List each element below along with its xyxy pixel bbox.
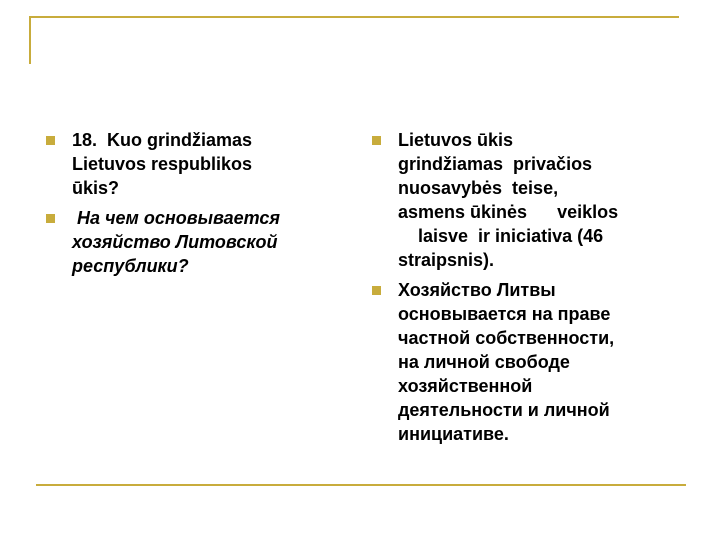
answer-russian xyxy=(372,278,672,446)
question-russian xyxy=(46,206,346,278)
text-line: инициативе. xyxy=(398,424,509,444)
right-column xyxy=(372,128,672,452)
square-bullet-icon xyxy=(372,136,381,145)
text-line: хозяйство Литовской xyxy=(72,232,278,252)
question-lithuanian xyxy=(46,128,346,200)
text-line: основывается на праве xyxy=(398,304,611,324)
left-border-line xyxy=(29,16,31,64)
text-line: ūkis? xyxy=(72,178,120,198)
text-line: деятельности и личной xyxy=(398,400,610,420)
square-bullet-icon xyxy=(372,286,381,295)
text-line: на личной свободе xyxy=(398,352,570,372)
text-line: Lietuvos ūkis xyxy=(398,130,514,150)
text-line: Lietuvos respublikos xyxy=(72,154,253,174)
left-column xyxy=(46,128,346,284)
text-line: частной собственности, xyxy=(398,328,615,348)
text-line: хозяйственной xyxy=(398,376,533,396)
text-line: laisve ir iniciativa (46 xyxy=(398,226,604,246)
top-border-line xyxy=(29,16,679,18)
text-line: 18. Kuo grindžiamas xyxy=(72,130,253,150)
text-line: На чем основывается xyxy=(72,208,280,228)
bottom-border-line xyxy=(36,484,686,486)
text-line: straipsnis). xyxy=(398,250,495,270)
text-line: asmens ūkinės veiklos xyxy=(398,202,619,222)
text-line: Хозяйство Литвы xyxy=(398,280,556,300)
text-line: nuosavybės teise, xyxy=(398,178,559,198)
answer-lithuanian xyxy=(372,128,672,272)
text-line: республики? xyxy=(72,256,189,276)
square-bullet-icon xyxy=(46,214,55,223)
square-bullet-icon xyxy=(46,136,55,145)
text-line: grindžiamas privačios xyxy=(398,154,593,174)
